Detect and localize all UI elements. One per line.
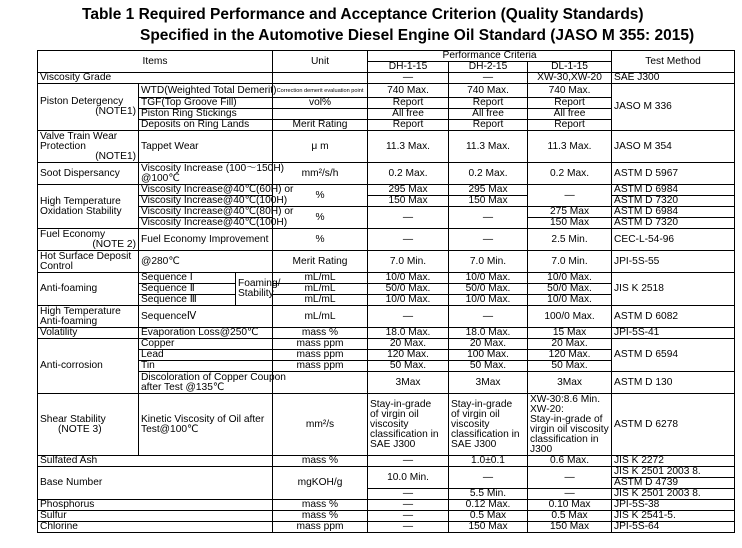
- test-method-cell: JPI-5S-55: [612, 251, 735, 273]
- item-cell: Tappet Wear: [139, 131, 273, 163]
- test-method-cell: JPI-5S-41: [612, 328, 735, 339]
- row-label: Sulfated Ash: [38, 456, 273, 467]
- shear-dh2-line: of virgin oil: [451, 408, 500, 420]
- test-method-cell: ASTM D 5967: [612, 163, 735, 185]
- value-cell: 20 Max.: [368, 339, 449, 350]
- value-cell: 275 Max: [528, 207, 612, 218]
- soot-item-1: Viscosity Increase (100～150H): [141, 162, 285, 174]
- value-cell: —: [528, 467, 612, 489]
- unit-cell: [273, 372, 368, 394]
- value-cell: 0.12 Max.: [449, 500, 528, 511]
- item-cell: [139, 371, 286, 394]
- unit-cell: [273, 73, 368, 84]
- test-method-cell: JPI-5S-64: [612, 522, 735, 533]
- value-cell: 15 Max: [528, 328, 612, 339]
- value-cell: XW-30,XW-20: [528, 73, 612, 84]
- unit-cell: %: [273, 185, 368, 207]
- value-cell: 295 Max: [368, 185, 449, 196]
- shear-dh1-line: classification in: [370, 428, 439, 440]
- value-cell: 7.0 Min.: [528, 251, 612, 273]
- row-label: [38, 229, 139, 251]
- value-cell: —: [368, 511, 449, 522]
- item-cell: Deposits on Ring Lands: [139, 120, 273, 131]
- value-cell: 150 Max: [528, 522, 612, 533]
- test-method-cell: ASTM D 7320: [612, 196, 735, 207]
- row-label: Chlorine: [38, 522, 273, 533]
- row-label: Sulfur: [38, 511, 273, 522]
- unit-cell: %: [273, 229, 368, 251]
- disc-item-2: after Test @135℃: [141, 381, 225, 393]
- value-cell: 10/0 Max.: [449, 295, 528, 306]
- shear-item-2: Test@100℃: [141, 423, 199, 435]
- note-label: (NOTE 3): [58, 423, 102, 435]
- shear-dh1-line: Stay-in-grade: [370, 398, 432, 410]
- value-cell: 120 Max.: [528, 350, 612, 361]
- hto-label-1: High Temperature: [40, 195, 121, 207]
- item-cell: Copper: [139, 339, 273, 350]
- value-cell: 20 Max.: [449, 339, 528, 350]
- row-label: [38, 394, 139, 456]
- value-cell: 50 Max.: [368, 361, 449, 372]
- test-method-cell: ASTM D 6594: [612, 339, 735, 372]
- item-cell: [139, 162, 285, 185]
- value-cell: Report: [449, 120, 528, 131]
- shear-dl1-line: Stay-in-grade of: [530, 413, 603, 425]
- row-label: Phosphorus: [38, 500, 273, 511]
- test-method-cell: ASTM D 4739: [612, 478, 735, 489]
- value-cell: 11.3 Max.: [449, 131, 528, 163]
- shear-dl1-line: XW-20:: [530, 403, 564, 415]
- row-label: Base Number: [38, 467, 273, 500]
- unit-cell: mL/mL: [273, 284, 368, 295]
- value-cell: —: [449, 229, 528, 251]
- test-method-cell: CEC-L-54-96: [612, 229, 735, 251]
- valve-label-1: Valve Train Wear: [40, 130, 118, 142]
- value-cell: —: [368, 306, 449, 328]
- row-label: Soot Dispersancy: [38, 163, 139, 185]
- item-cell: @280℃: [139, 251, 273, 273]
- unit-cell: mL/mL: [273, 295, 368, 306]
- value-cell: 18.0 Max.: [449, 328, 528, 339]
- value-cell: 0.5 Max: [528, 511, 612, 522]
- value-cell: [528, 394, 612, 456]
- row-label: [38, 84, 139, 131]
- test-method-cell: ASTM D 130: [612, 372, 735, 394]
- row-label: [38, 251, 139, 273]
- value-cell: 2.5 Min.: [528, 229, 612, 251]
- shear-dh2-line: classification in: [451, 428, 520, 440]
- unit-cell: mgKOH/g: [273, 467, 368, 500]
- shear-dh2-line: Stay-in-grade: [451, 398, 513, 410]
- item-cell: Viscosity Increase@40℃(100H): [139, 196, 273, 207]
- value-cell: 7.0 Min.: [449, 251, 528, 273]
- value-cell: Report: [368, 120, 449, 131]
- value-cell: All free: [449, 109, 528, 120]
- shear-dh1-line: SAE J300: [370, 438, 416, 450]
- value-cell: 10/0 Max.: [368, 273, 449, 284]
- value-cell: —: [449, 73, 528, 84]
- shear-dl1-line: classification in: [530, 433, 599, 445]
- note-label: (NOTE1): [95, 106, 136, 117]
- value-cell: 20 Max.: [528, 339, 612, 350]
- test-method-cell: JIS K 2541-5.: [612, 511, 735, 522]
- row-label: [38, 185, 139, 229]
- unit-cell: mL/mL: [273, 273, 368, 284]
- value-cell: —: [368, 522, 449, 533]
- value-cell: 0.2 Max.: [449, 163, 528, 185]
- shear-dl1-line: virgin oil viscosity: [530, 423, 609, 435]
- row-label: Anti-corrosion: [38, 339, 139, 394]
- test-method-cell: ASTM D 7320: [612, 218, 735, 229]
- value-cell: 150 Max: [449, 196, 528, 207]
- value-cell: —: [368, 456, 449, 467]
- value-cell: 3Max: [368, 372, 449, 394]
- header-items: Items: [38, 51, 273, 73]
- value-cell: 740 Max.: [368, 84, 449, 98]
- item-cell: Viscosity Increase@40℃(60H) or: [139, 185, 273, 196]
- shear-dl1-line: XW-30:8.6 Min.: [530, 393, 601, 405]
- value-cell: 150 Max: [528, 218, 612, 229]
- disc-item-1: Discoloration of Copper Coupon: [141, 371, 286, 383]
- shear-dh2-line: viscosity: [451, 418, 490, 430]
- value-cell: [368, 394, 449, 456]
- test-method-cell: JASO M 336: [612, 84, 735, 131]
- value-cell: 50 Max.: [449, 361, 528, 372]
- item-cell: [139, 394, 273, 456]
- value-cell: —: [449, 207, 528, 229]
- title-line-1: Table 1 Required Performance and Acceptance Criterion (Quality Standards): [82, 6, 644, 23]
- test-method-cell: ASTM D 6984: [612, 185, 735, 196]
- item-cell: Fuel Economy Improvement: [139, 229, 273, 251]
- row-label: [38, 131, 139, 163]
- value-cell: 740 Max.: [528, 84, 612, 98]
- header-test-method: Test Method: [612, 51, 735, 73]
- test-method-cell: JPI-5S-38: [612, 500, 735, 511]
- row-label: [38, 306, 139, 328]
- unit-cell: Correction demerit evaluation point: [273, 84, 368, 98]
- value-cell: 11.3 Max.: [528, 131, 612, 163]
- shear-dh1-line: of virgin oil: [370, 408, 419, 420]
- value-cell: All free: [528, 109, 612, 120]
- value-cell: —: [368, 500, 449, 511]
- value-cell: 50/0 Max.: [449, 284, 528, 295]
- title-line-2: Specified in the Automotive Diesel Engine Oil Standard (JASO M 355: 2015): [140, 27, 695, 44]
- value-cell: 150 Max: [449, 522, 528, 533]
- item-cell: Piston Ring Stickings: [139, 109, 273, 120]
- test-method-cell: JIS K 2501 2003 8.: [612, 467, 735, 478]
- value-cell: 0.2 Max.: [528, 163, 612, 185]
- foaming-sub-label: [236, 273, 281, 306]
- htfoam-label-1: High Temperature: [40, 305, 121, 317]
- shear-label: Shear Stability: [40, 413, 106, 425]
- item-cell: WTD(Weighted Total Demerit): [139, 84, 273, 98]
- unit-cell: Merit Rating: [273, 120, 368, 131]
- item-cell: Sequence Ⅰ: [139, 273, 236, 284]
- hot-label-1: Hot Surface Deposit: [40, 250, 132, 262]
- valve-label-2: Protection: [40, 140, 86, 152]
- item-cell: SequenceⅣ: [139, 306, 273, 328]
- value-cell: Report: [449, 98, 528, 109]
- value-cell: 120 Max.: [368, 350, 449, 361]
- shear-dh1-line: viscosity: [370, 418, 409, 430]
- value-cell: Report: [528, 120, 612, 131]
- unit-cell: mass ppm: [273, 522, 368, 533]
- value-cell: 0.6 Max.: [528, 456, 612, 467]
- header-performance: Performance Criteria: [368, 51, 612, 62]
- value-cell: 10/0 Max.: [528, 273, 612, 284]
- value-cell: —: [528, 185, 612, 207]
- header-unit: Unit: [273, 51, 368, 73]
- value-cell: 10/0 Max.: [449, 273, 528, 284]
- header-dl1: DL-1-15: [528, 62, 612, 73]
- item-cell: Sequence Ⅱ: [139, 284, 236, 295]
- row-label: Anti-foaming: [38, 273, 139, 306]
- value-cell: —: [368, 489, 449, 500]
- value-cell: 740 Max.: [449, 84, 528, 98]
- value-cell: 100 Max.: [449, 350, 528, 361]
- value-cell: [449, 394, 528, 456]
- value-cell: 100/0 Max.: [528, 306, 612, 328]
- value-cell: 295 Max: [449, 185, 528, 196]
- item-cell: Tin: [139, 361, 273, 372]
- value-cell: 0.2 Max.: [368, 163, 449, 185]
- value-cell: 10/0 Max.: [528, 295, 612, 306]
- value-cell: 50/0 Max.: [368, 284, 449, 295]
- value-cell: —: [528, 489, 612, 500]
- unit-cell: mm²/s: [273, 394, 368, 456]
- item-cell: Sequence Ⅲ: [139, 295, 236, 306]
- hto-label-2: Oxidation Stability: [40, 205, 122, 217]
- value-cell: 150 Max: [368, 196, 449, 207]
- soot-item-2: @100℃: [141, 172, 180, 184]
- value-cell: 5.5 Min.: [449, 489, 528, 500]
- value-cell: 11.3 Max.: [368, 131, 449, 163]
- stability-label: Stability: [238, 288, 274, 299]
- fuel-label: Fuel Economy: [40, 228, 106, 240]
- unit-cell: mass ppm: [273, 350, 368, 361]
- unit-cell: mass %: [273, 328, 368, 339]
- test-method-cell: JIS K 2518: [612, 273, 735, 306]
- value-cell: 18.0 Max.: [368, 328, 449, 339]
- item-cell: Evaporation Loss@250℃: [139, 328, 273, 339]
- item-cell: Lead: [139, 350, 273, 361]
- test-method-cell: ASTM D 6278: [612, 394, 735, 456]
- unit-cell: %: [273, 207, 368, 229]
- value-cell: —: [449, 467, 528, 489]
- htfoam-label-2: Anti-foaming: [40, 315, 98, 327]
- value-cell: 0.5 Max: [449, 511, 528, 522]
- value-cell: 3Max: [449, 372, 528, 394]
- unit-cell: mass %: [273, 456, 368, 467]
- value-cell: 3Max: [528, 372, 612, 394]
- unit-cell: mass ppm: [273, 339, 368, 350]
- unit-cell: mL/mL: [273, 306, 368, 328]
- hot-label-2: Control: [40, 260, 73, 272]
- table-title: [0, 4, 742, 46]
- value-cell: 50 Max.: [528, 361, 612, 372]
- value-cell: Report: [368, 98, 449, 109]
- item-cell: Viscosity Increase@40℃(100H): [139, 218, 273, 229]
- note-label: (NOTE 2): [92, 238, 136, 250]
- row-label: Volatility: [38, 328, 139, 339]
- value-cell: 1.0±0.1: [449, 456, 528, 467]
- quality-standards-table: [37, 50, 735, 533]
- header-dh2: DH-2-15: [449, 62, 528, 73]
- test-method-cell: ASTM D 6082: [612, 306, 735, 328]
- test-method-cell: JASO M 354: [612, 131, 735, 163]
- unit-cell: Merit Rating: [273, 251, 368, 273]
- row-label: Viscosity Grade: [38, 73, 273, 84]
- item-cell: TGF(Top Groove Fill): [139, 98, 273, 109]
- unit-cell: mm²/s/h: [273, 163, 368, 185]
- value-cell: —: [368, 229, 449, 251]
- unit-cell: [273, 109, 368, 120]
- note-label: (NOTE1): [95, 150, 136, 162]
- value-cell: 10/0 Max.: [368, 295, 449, 306]
- value-cell: 10.0 Min.: [368, 467, 449, 489]
- shear-dl1-line: J300: [530, 443, 553, 455]
- unit-cell: vol%: [273, 98, 368, 109]
- value-cell: 50/0 Max.: [528, 284, 612, 295]
- header-dh1: DH-1-15: [368, 62, 449, 73]
- foaming-label: Foaming/: [238, 278, 281, 289]
- value-cell: 0.10 Max: [528, 500, 612, 511]
- value-cell: 7.0 Min.: [368, 251, 449, 273]
- item-cell: Viscosity Increase@40℃(80H) or: [139, 207, 273, 218]
- unit-cell: mass %: [273, 500, 368, 511]
- value-cell: All free: [368, 109, 449, 120]
- test-method-cell: JIS K 2272: [612, 456, 735, 467]
- test-method-cell: ASTM D 6984: [612, 207, 735, 218]
- unit-cell: mass ppm: [273, 361, 368, 372]
- value-cell: —: [449, 306, 528, 328]
- value-cell: Report: [528, 98, 612, 109]
- value-cell: —: [368, 207, 449, 229]
- value-cell: —: [368, 73, 449, 84]
- test-method-cell: SAE J300: [612, 73, 735, 84]
- shear-item-1: Kinetic Viscosity of Oil after: [141, 413, 265, 425]
- unit-cell: mass %: [273, 511, 368, 522]
- unit-cell: μ m: [273, 131, 368, 163]
- shear-dh2-line: SAE J300: [451, 438, 497, 450]
- piston-label: Piston Detergency: [40, 96, 124, 107]
- test-method-cell: JIS K 2501 2003 8.: [612, 489, 735, 500]
